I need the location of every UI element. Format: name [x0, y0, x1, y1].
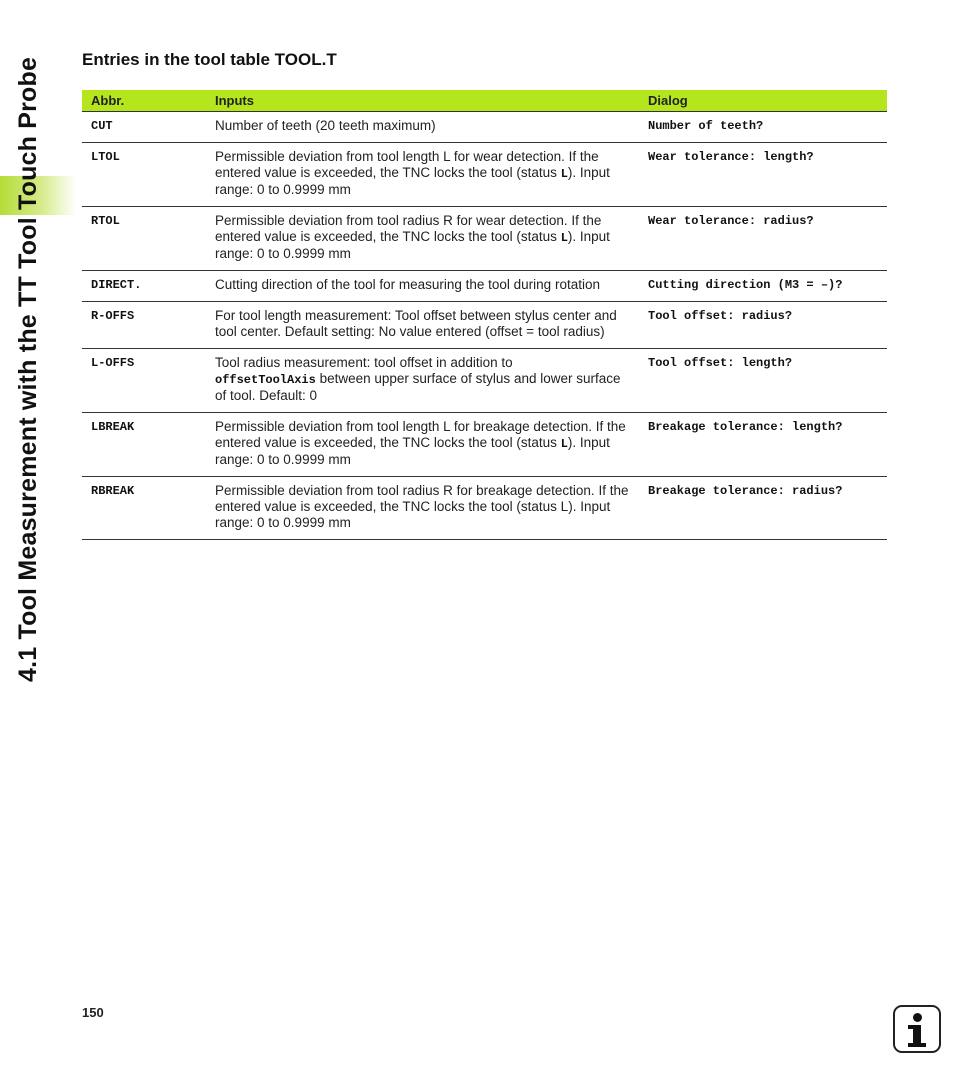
dialog-cell: Breakage tolerance: length?	[639, 413, 887, 477]
table-row	[82, 143, 887, 207]
inputs-text: between upper surface of stylus and lower surface of tool. Default: 0	[215, 371, 621, 403]
inputs-text: Number of teeth (20 teeth maximum)	[215, 118, 436, 133]
inputs-cell	[195, 143, 639, 207]
table-row	[82, 477, 887, 540]
inputs-text: Permissible deviation from tool length L for wear detection. If the entered value is exceeded, the TNC locks the tool (status	[215, 149, 599, 180]
header-inputs: Inputs	[195, 90, 639, 112]
inputs-text: Permissible deviation from tool radius R for breakage detection. If the entered value is exceeded, the TNC locks the tool (status L). Input range: 0 to 0.9999 mm	[215, 483, 629, 530]
page-number: 150	[82, 1005, 104, 1020]
abbr-cell: LBREAK	[82, 413, 195, 477]
inputs-code: L	[560, 167, 568, 181]
inputs-text: ). Input range: 0 to 0.9999 mm	[215, 435, 610, 467]
table-row	[82, 271, 887, 302]
dialog-cell: Wear tolerance: radius?	[639, 207, 887, 271]
inputs-code: offsetToolAxis	[215, 373, 316, 387]
inputs-cell	[195, 413, 639, 477]
inputs-cell	[195, 349, 639, 413]
chapter-side-title: 4.1 Tool Measurement with the TT Tool Touch Probe	[14, 56, 42, 682]
table-row	[82, 302, 887, 349]
abbr-cell: L-OFFS	[82, 349, 195, 413]
dialog-cell: Tool offset: radius?	[639, 302, 887, 349]
inputs-text: ). Input range: 0 to 0.9999 mm	[215, 165, 610, 197]
inputs-text: Permissible deviation from tool radius R for wear detection. If the entered value is exceeded, the TNC locks the tool (status	[215, 213, 602, 244]
inputs-text: For tool length measurement: Tool offset between stylus center and tool center. Default setting: No value entered (offset = tool radius)	[215, 308, 617, 339]
table-row	[82, 349, 887, 413]
table-row	[82, 112, 887, 143]
dialog-cell: Cutting direction (M3 = –)?	[639, 271, 887, 302]
table-row	[82, 207, 887, 271]
info-icon	[893, 1005, 941, 1053]
section-heading: Entries in the tool table TOOL.T	[82, 50, 337, 69]
dialog-cell: Breakage tolerance: radius?	[639, 477, 887, 540]
inputs-cell	[195, 207, 639, 271]
dialog-cell: Tool offset: length?	[639, 349, 887, 413]
inputs-cell	[195, 271, 639, 302]
inputs-code: L	[560, 231, 568, 245]
table-row	[82, 413, 887, 477]
abbr-cell: R-OFFS	[82, 302, 195, 349]
inputs-cell	[195, 302, 639, 349]
abbr-cell: CUT	[82, 112, 195, 143]
inputs-cell	[195, 112, 639, 143]
abbr-cell: LTOL	[82, 143, 195, 207]
inputs-text: ). Input range: 0 to 0.9999 mm	[215, 229, 610, 261]
header-abbr: Abbr.	[82, 90, 195, 112]
table-header-row	[82, 90, 887, 112]
abbr-cell: DIRECT.	[82, 271, 195, 302]
inputs-text: Cutting direction of the tool for measuring the tool during rotation	[215, 277, 600, 292]
dialog-cell: Number of teeth?	[639, 112, 887, 143]
header-dialog: Dialog	[639, 90, 887, 112]
inputs-code: L	[560, 437, 568, 451]
inputs-cell	[195, 477, 639, 540]
inputs-text: Permissible deviation from tool length L for breakage detection. If the entered value is exceeded, the TNC locks the tool (status	[215, 419, 626, 450]
dialog-cell: Wear tolerance: length?	[639, 143, 887, 207]
inputs-text: Tool radius measurement: tool offset in addition to	[215, 355, 513, 370]
tool-table	[82, 90, 887, 540]
abbr-cell: RBREAK	[82, 477, 195, 540]
abbr-cell: RTOL	[82, 207, 195, 271]
